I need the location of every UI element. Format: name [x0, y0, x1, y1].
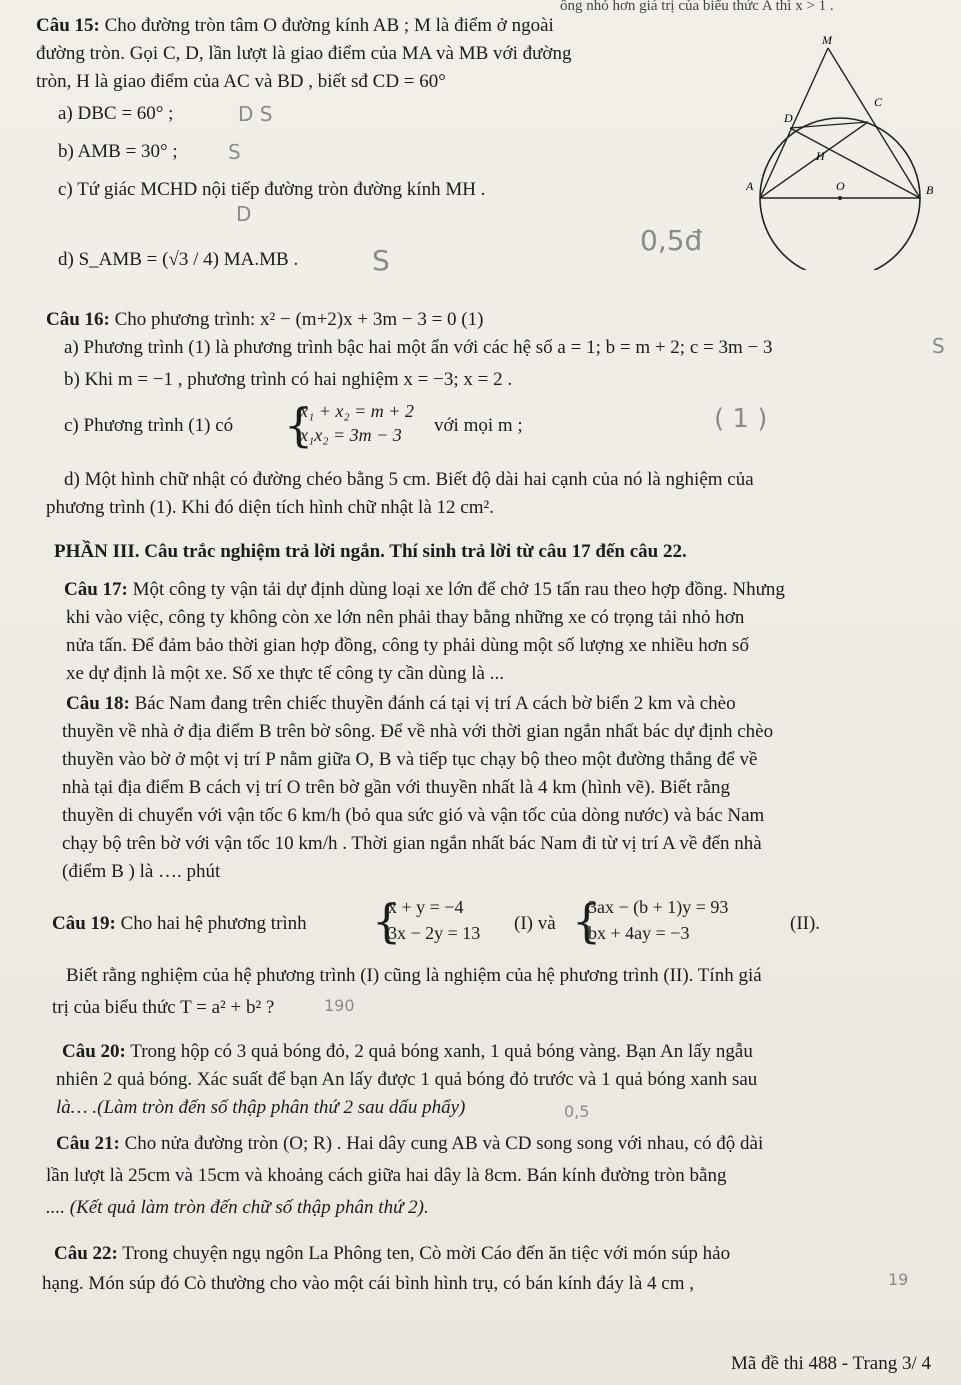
q19-title: Câu 19:	[52, 913, 116, 934]
q21-line1	[56, 1132, 763, 1156]
q16-option-b: b) Khi m = −1 , phương trình có hai nghiệm x = −3; x = 2 .	[64, 369, 513, 390]
handwritten-mark: 0,5	[564, 1102, 590, 1121]
handwritten-mark: S	[932, 334, 945, 358]
q19-line2: Biết rằng nghiệm của hệ phương trình (I) cũng là nghiệm của hệ phương trình (II). Tính giá	[66, 965, 762, 986]
q15-option-b: b) AMB = 30° ;	[58, 141, 178, 162]
q19-system-I-eq1: x + y = −4	[388, 897, 464, 917]
q20-line3: là… .(Làm tròn đến số thập phân thứ 2 sau dấu phẩy)	[56, 1097, 466, 1118]
q16-option-c-post: với mọi m ;	[434, 415, 523, 436]
q22-line1	[54, 1242, 730, 1266]
q20-line2: nhiên 2 quả bóng. Xác suất để bạn An lấy được 1 quả bóng đỏ trước và 1 quả bóng xanh sau	[56, 1069, 758, 1090]
q17-text1: Một công ty vận tải dự định dùng loại xe lớn để chở 15 tấn rau theo hợp đồng. Nhưng	[132, 579, 785, 600]
q16-option-d-line2: phương trình (1). Khi đó diện tích hình chữ nhật là 12 cm².	[46, 497, 494, 518]
q16-option-a: a) Phương trình (1) là phương trình bậc hai một ẩn với các hệ số a = 1; b = m + 2; c = 3m − 3	[64, 337, 773, 358]
page-footer: Mã đề thi 488 - Trang 3/ 4	[730, 1353, 931, 1374]
q17-line3: nửa tấn. Để đảm bảo thời gian hợp đồng, công ty phải dùng một số lượng xe nhiều hơn số	[66, 635, 749, 656]
q22-text1: Trong chuyện ngụ ngôn La Phông ten, Cò mời Cáo đến ăn tiệc với món súp hảo	[122, 1243, 731, 1264]
q18-line5: thuyền di chuyển với vận tốc 6 km/h (bỏ qua sức gió và vận tốc của dòng nước) và bác Nam	[62, 805, 765, 826]
q16-title: Câu 16:	[46, 309, 110, 330]
brace-icon: {	[372, 894, 402, 948]
q18-title: Câu 18:	[66, 693, 130, 714]
handwritten-mark: 0,5đ	[640, 224, 703, 257]
q19-post: (II).	[790, 913, 821, 934]
q17-line1	[64, 578, 785, 602]
fig-label-O: O	[836, 179, 845, 193]
handwritten-mark: D	[236, 202, 252, 226]
q18-line3: thuyền vào bờ ở một vị trí P nằm giữa O, B và tiếp tục chạy bộ theo một đường thẳng để về	[62, 749, 758, 770]
q19-system-II-eq1: 3ax − (b + 1)y = 93	[588, 897, 729, 917]
q16-system-eq1: x₁ + x₂ = m + 2	[300, 401, 414, 421]
handwritten-mark: D S	[238, 102, 273, 126]
q21-title: Câu 21:	[56, 1133, 120, 1154]
q19-text-pre: Cho hai hệ phương trình	[120, 913, 307, 934]
q16-stem	[46, 308, 483, 332]
q15-line2: đường tròn. Gọi C, D, lần lượt là giao điểm của MA và MB với đường	[36, 43, 572, 64]
q19-pre	[52, 912, 307, 936]
q21-text1: Cho nửa đường tròn (O; R) . Hai dây cung AB và CD song song với nhau, có độ dài	[124, 1133, 764, 1154]
q16-system	[284, 400, 424, 450]
q18-line4: nhà tại địa điểm B cách vị trí O trên bờ gần với thuyền nhất là 4 km (hình vẽ). Biết rằng	[62, 777, 731, 798]
q16-system-eq2: x₁x₂ = 3m − 3	[300, 425, 402, 445]
q15-option-a: a) DBC = 60° ;	[58, 103, 174, 124]
q15-option-d: d) S_AMB = (√3 / 4) MA.MB .	[58, 249, 299, 270]
fig-label-C: C	[874, 95, 883, 109]
handwritten-mark: 19	[888, 1270, 909, 1289]
q15-title: Câu 15:	[36, 15, 100, 36]
fig-label-D: D	[784, 111, 793, 125]
q19-system-II	[572, 896, 772, 946]
fig-label-H: H	[816, 149, 825, 163]
handwritten-mark: S	[228, 140, 241, 164]
q21-line3: .... (Kết quả làm tròn đến chữ số thập phân thứ 2).	[46, 1197, 429, 1218]
q15-option-c: c) Tứ giác MCHD nội tiếp đường tròn đường kính MH .	[58, 179, 486, 200]
q17-line2: khi vào việc, công ty không còn xe lớn nên phải thay bằng những xe có trọng tải nhỏ hơn	[66, 607, 745, 628]
q15-line1	[36, 14, 554, 38]
q20-title: Câu 20:	[62, 1041, 126, 1062]
part3-heading: PHẦN III. Câu trắc nghiệm trả lời ngắn. Thí sinh trả lời từ câu 17 đến câu 22.	[54, 541, 687, 562]
q16-statement: Cho phương trình: x² − (m+2)x + 3m − 3 = 0 (1)	[114, 309, 484, 330]
q15-line3: tròn, H là giao điểm của AC và BD , biết sđ CD = 60°	[36, 71, 446, 92]
handwritten-mark: 190	[324, 996, 355, 1015]
q20-text1: Trong hộp có 3 quả bóng đỏ, 2 quả bóng xanh, 1 quả bóng vàng. Bạn An lấy ngẫu	[130, 1041, 753, 1062]
q18-line1	[66, 692, 736, 716]
q15-text1: Cho đường tròn tâm O đường kính AB ; M là điểm ở ngoài	[104, 15, 554, 36]
q21-line2: lần lượt là 25cm và 15cm và khoảng cách giữa hai dây là 8cm. Bán kính đường tròn bằng	[46, 1165, 727, 1186]
q17-line4: xe dự định là một xe. Số xe thực tế công ty cần dùng là ...	[66, 663, 504, 684]
q19-mid: (I) và	[514, 913, 556, 934]
fig-label-B: B	[926, 183, 934, 197]
q16-option-d-line1: d) Một hình chữ nhật có đường chéo bằng 5 cm. Biết độ dài hai cạnh của nó là nghiệm của	[64, 469, 754, 490]
fig-label-M: M	[822, 33, 832, 47]
q18-line2: thuyền về nhà ở địa điểm B trên bờ sông. Để về nhà với thời gian ngắn nhất bác dự định chèo	[62, 721, 774, 742]
q17-title: Câu 17:	[64, 579, 128, 600]
header-fragment: ông nhỏ hơn giá trị của biểu thức A thì x > 1 .	[560, 0, 834, 14]
handwritten-mark: ( 1 )	[714, 404, 768, 434]
handwritten-mark: S	[372, 244, 390, 277]
brace-icon: {	[284, 398, 314, 452]
brace-icon: {	[572, 894, 602, 948]
q16-option-c-pre: c) Phương trình (1) có	[64, 415, 234, 436]
q18-line7: (điểm B ) là …. phút	[62, 861, 221, 882]
fig-label-A: A	[746, 179, 754, 193]
q19-system-I-eq2: 3x − 2y = 13	[388, 923, 481, 943]
q22-title: Câu 22:	[54, 1243, 118, 1264]
q18-line6: chạy bộ trên bờ với vận tốc 10 km/h . Thời gian ngắn nhất bác Nam đi từ vị trí A về đến nhà	[62, 833, 762, 854]
q18-text1: Bác Nam đang trên chiếc thuyền đánh cá tại vị trí A cách bờ biển 2 km và chèo	[134, 693, 736, 714]
q19-line3: trị của biểu thức T = a² + b² ?	[52, 997, 275, 1018]
q19-system-II-eq2: bx + 4ay = −3	[588, 923, 690, 943]
q20-line1	[62, 1040, 753, 1064]
circle-figure	[740, 30, 955, 270]
q19-system-I	[372, 896, 512, 946]
q22-line2: hạng. Món súp đó Cò thường cho vào một cái bình hình trụ, có bán kính đáy là 4 cm ,	[42, 1273, 695, 1294]
